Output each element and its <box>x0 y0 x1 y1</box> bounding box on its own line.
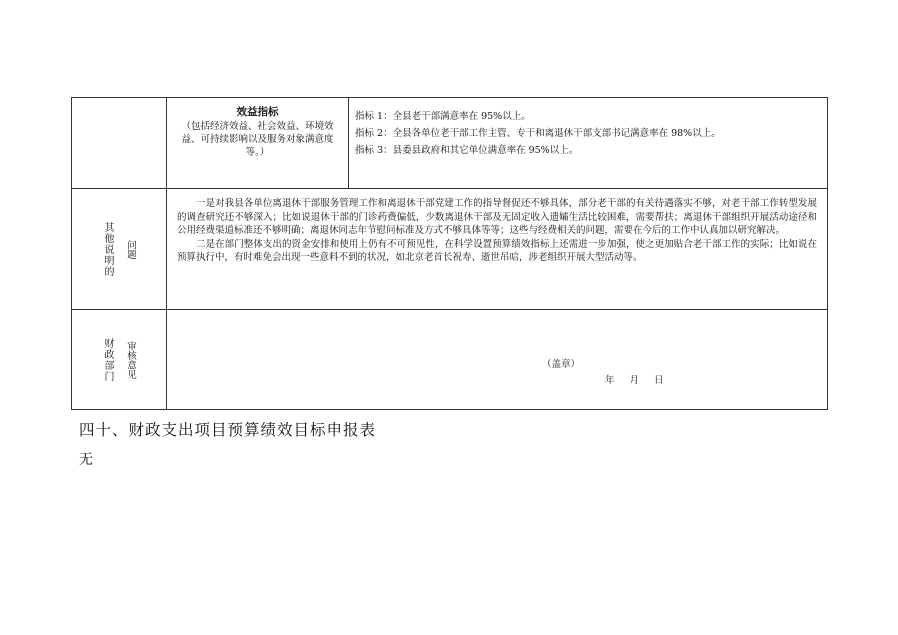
seal-text: （盖章） <box>542 359 581 370</box>
finance-audit-label-side: 审核意见 <box>125 340 136 379</box>
blank-cell <box>72 98 167 189</box>
section-content: 无 <box>79 452 93 468</box>
section-heading: 四十、财政支出项目预算绩效目标申报表 <box>79 421 377 439</box>
benefit-title: 效益指标 <box>236 106 279 118</box>
other-notes-paragraph: 二是在部门整体支出的资金安排和使用上仍有不可预见性，在科学设置预算绩效指标上还需进一步加强，使之更加贴合老干部工作的实际；比如说在预算执行中，有时难免会出现一些意料不到的状况，如北京老首长祝寿、逝世吊唁，涉老组织开展大型活动等。 <box>177 238 817 263</box>
benefit-description: （包括经济效益、社会效益、环境效益、可持续影响以及服务对象满意度等。） <box>181 121 334 158</box>
benefit-row <box>72 98 828 189</box>
other-notes-row <box>72 189 828 310</box>
other-notes-label-cell <box>72 189 167 310</box>
other-notes-label: 其他说明的 <box>102 221 113 277</box>
indicator-item: 指标 2：全县各单位老干部工作主管、专干和离退休干部支部书记满意率在 98%以上。 <box>355 128 721 139</box>
indicator-item: 指标 3：县委县政府和其它单位满意率在 95%以上。 <box>355 145 579 156</box>
finance-audit-row <box>72 310 828 410</box>
indicator-item: 指标 1：全县老干部满意率在 95%以上。 <box>355 111 531 122</box>
date-text: 年 月 日 <box>605 375 664 386</box>
finance-audit-label-cell <box>72 310 167 410</box>
performance-table <box>71 97 828 410</box>
other-notes-label-side: 问题 <box>125 239 136 259</box>
indicator-list <box>349 98 828 189</box>
other-notes-content <box>167 189 828 310</box>
other-notes-paragraph: 一是对我县各单位离退休干部服务管理工作和离退休干部党建工作的指导督促还不够具体，部分老干部的有关待遇落实不够，对老干部工作转型发展的调查研究还不够深入；比如说退休干部的门诊药费偏低，少数离退休干部及无固定收入遗孀生活比较困难，需要帮扶；离退休干部组织开展活动途径和公用经费渠道标准还不够明确；离退休同志年节慰问标准及方式不够具体等等；这些与经费相关的问题，需要在今后的工作中认真加以研究解决。 <box>177 198 817 236</box>
benefit-indicator-cell <box>167 98 349 189</box>
finance-audit-label: 财政部门 <box>102 337 113 382</box>
finance-audit-content <box>167 310 828 410</box>
